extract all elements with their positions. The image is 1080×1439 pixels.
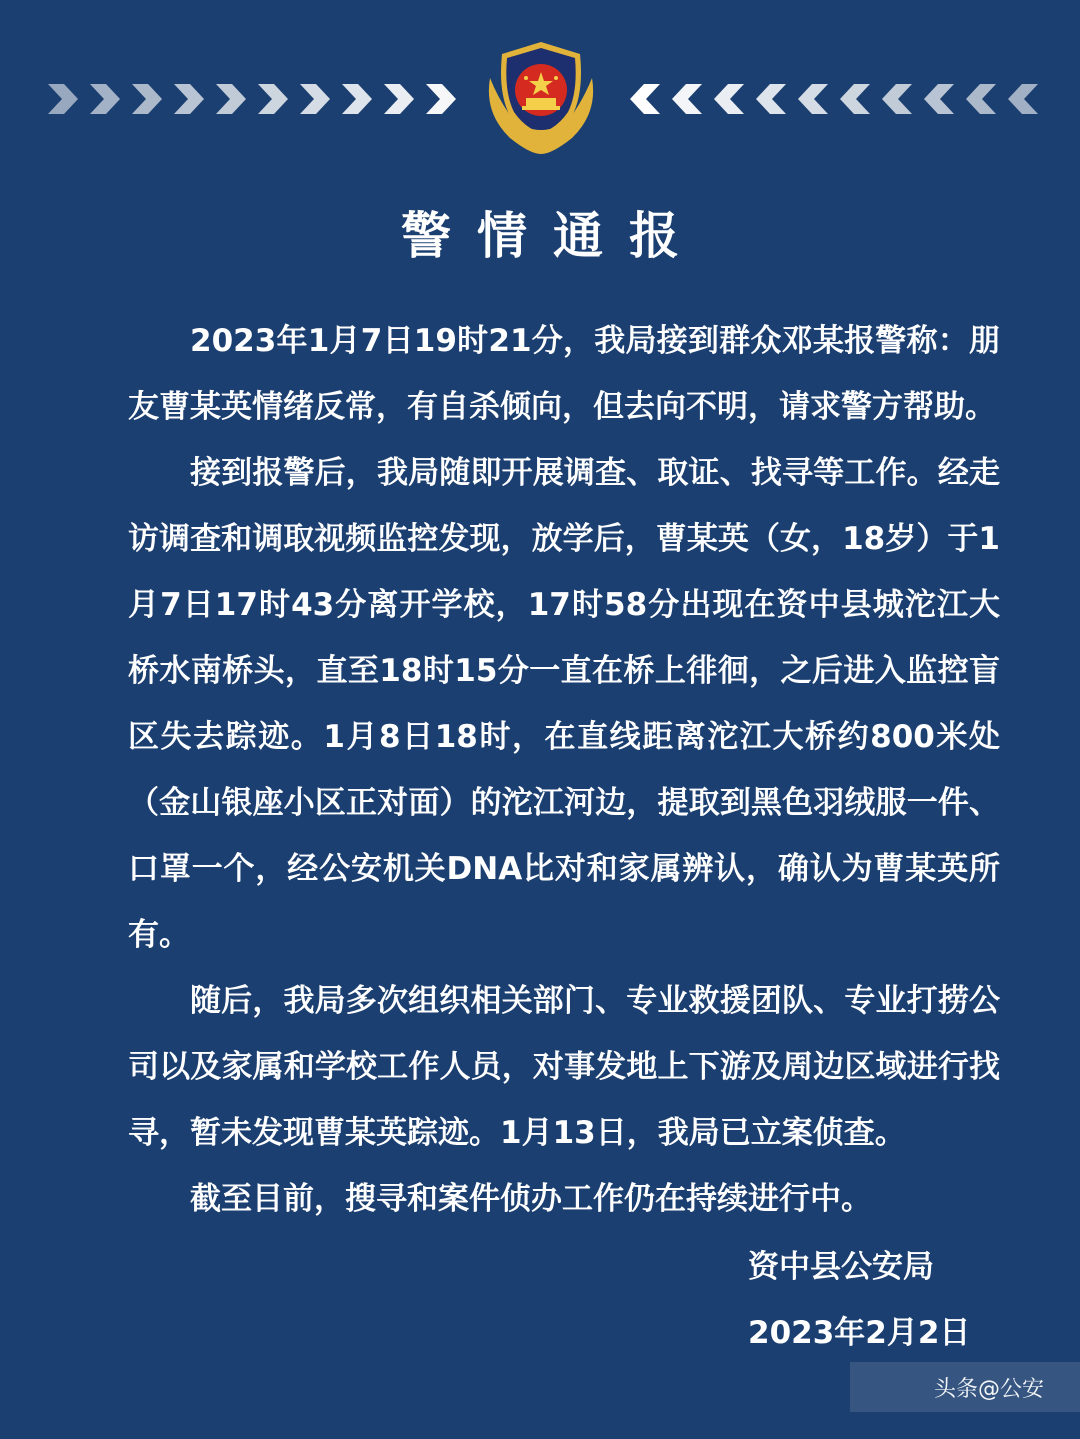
chevron-right-icon	[42, 82, 82, 116]
notice-body	[128, 308, 1000, 1232]
chevron-right-icon	[168, 82, 208, 116]
chevron-right-icon	[84, 82, 124, 116]
paragraph-report: 2023年1月7日19时21分，我局接到群众邓某报警称：朋友曹某英情绪反常，有自杀倾向，但去向不明，请求警方帮助。	[128, 323, 1000, 425]
issuer-name: 资中县公安局	[748, 1249, 934, 1285]
paragraph-investigation: 接到报警后，我局随即开展调查、取证、找寻等工作。经走访调查和调取视频监控发现，放学后，曹某英（女，18岁）于1月7日17时43分离开学校，17时58分出现在资中县城沱江大桥水南桥头，直至18时15分一直在桥上徘徊，之后进入监控盲区失去踪迹。1月8日18时，在直线距离沱江大桥约800米处（金山银座小区正对面）的沱江河边，提取到黑色羽绒服一件、口罩一个，经公安机关DNA比对和家属辨认，确认为曹某英所有。	[128, 455, 1000, 953]
chevron-left-icon	[752, 82, 792, 116]
chevron-left-icon	[668, 82, 708, 116]
chevron-right-icon	[210, 82, 250, 116]
chevron-right-icon	[126, 82, 166, 116]
chevron-left-icon	[710, 82, 750, 116]
chevron-right-icon	[294, 82, 334, 116]
left-chevron-decoration	[42, 82, 460, 116]
chevron-left-icon	[794, 82, 834, 116]
paragraph-search: 随后，我局多次组织相关部门、专业救援团队、专业打捞公司以及家属和学校工作人员，对事发地上下游及周边区域进行找寻，暂未发现曹某英踪迹。1月13日，我局已立案侦查。	[128, 983, 1000, 1151]
issue-date: 2023年2月2日	[748, 1315, 971, 1351]
paragraph-status: 截至目前，搜寻和案件侦办工作仍在持续进行中。	[190, 1181, 872, 1217]
chevron-left-icon	[1004, 82, 1044, 116]
chevron-right-icon	[420, 82, 460, 116]
chevron-left-icon	[626, 82, 666, 116]
chevron-right-icon	[252, 82, 292, 116]
chevron-right-icon	[378, 82, 418, 116]
source-watermark: 头条@公安	[934, 1377, 1045, 1402]
chevron-left-icon	[836, 82, 876, 116]
right-chevron-decoration	[626, 82, 1044, 116]
police-emblem-icon	[480, 38, 602, 156]
notice-title: 警情通报	[401, 207, 705, 265]
chevron-left-icon	[962, 82, 1002, 116]
signature-block	[748, 1234, 970, 1366]
chevron-left-icon	[878, 82, 918, 116]
chevron-left-icon	[920, 82, 960, 116]
chevron-right-icon	[336, 82, 376, 116]
